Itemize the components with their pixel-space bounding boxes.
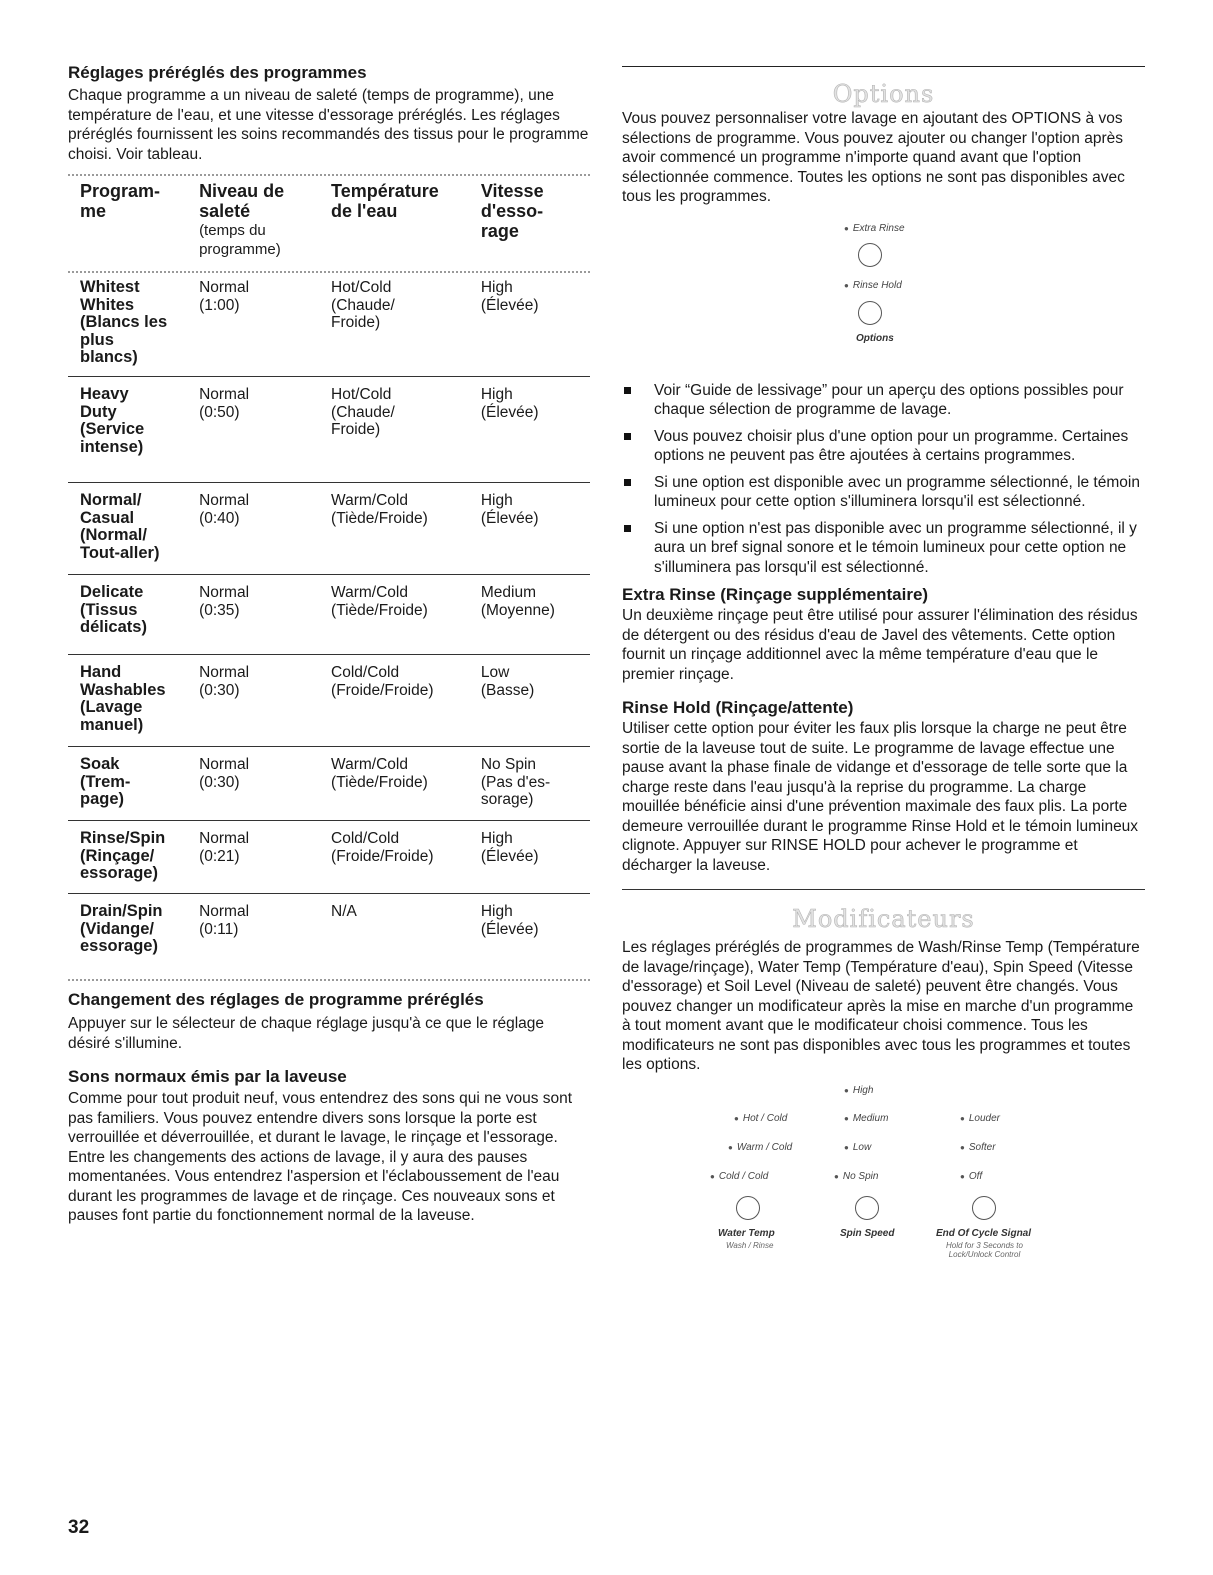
signal-softer-led: ● Softer (960, 1142, 996, 1153)
modifiers-text: Les réglages préréglés de programmes de Wash/Rinse Temp (Température de lavage/rinçage), Water Temp (Température d'eau), Spin Speed (Vitesse d'essorage) et Soil Level (Niveau de saleté) peuvent être changés. Vous pouvez changer un modificateur après la mise en marche d'un programme à tout moment avant que le modificateur choisi commence. Tous les modificateurs ne sont pas disponibles avec tous les programmes et toutes les options. (622, 939, 1140, 1073)
table-header (68, 176, 590, 259)
rinse-hold-led: ● Rinse Hold (844, 280, 902, 291)
options-bullets (622, 381, 1145, 578)
table-cell-soil: Normal (0:50) (199, 386, 250, 421)
table-cell-temp: Cold/Cold (Froide/Froide) (331, 664, 434, 699)
end-of-cycle-signal-label: End Of Cycle Signal (936, 1227, 1032, 1239)
table-cell-temp: Warm/Cold (Tiède/Froide) (331, 492, 428, 527)
table-cell-temp: Hot/Cold (Chaude/ Froide) (331, 279, 395, 331)
table-cell-spin: High (Élevée) (480, 279, 539, 314)
bullet-item (622, 519, 1145, 578)
bullet-text: Voir “Guide de lessivage” pour un aperçu des options possibles pour chaque sélection de programme de lavage. (654, 381, 1124, 418)
bullet-square-icon (624, 387, 631, 394)
table-row (68, 894, 590, 973)
table-cell-program: Normal/ Casual (Normal/ Tout-aller) (80, 491, 160, 562)
table-cell-soil: Normal (0:35) (199, 584, 250, 619)
table-cell-program: Soak (Trem- page) (80, 755, 131, 808)
water-temp-sublabel: Wash / Rinse (726, 1240, 774, 1250)
table-cell-temp: Hot/Cold (Chaude/ Froide) (331, 386, 395, 438)
water-temp-button[interactable] (736, 1196, 760, 1220)
table-header-text: Température de l'eau (331, 181, 439, 221)
left-column (68, 62, 590, 1226)
presets-table (68, 176, 590, 981)
extra-rinse-button[interactable] (858, 243, 882, 267)
table-cell-program: Heavy Duty (Service intense) (80, 385, 145, 456)
sounds-text: Comme pour tout produit neuf, vous entendrez des sons qui ne vous sont pas familiers. Vous pouvez entendre divers sons lorsque la porte est verrouillée et déverrouillée, et durant le lavage, le rinçage et l'essorage. Entre les changements des actions de lavage, il y aura des pauses momentanées. Vous entendrez l'aspersion et l'éclaboussement de l'eau durant les programmes de lavage et de rinçage. Ces nouveaux sons et pauses font partie du fonctionnement normal de la laveuse. (68, 1090, 573, 1224)
table-cell-spin: Low (Basse) (480, 664, 535, 699)
table-row (68, 377, 590, 482)
table-cell-soil: Normal (0:30) (199, 664, 250, 699)
end-of-cycle-signal-button[interactable] (972, 1196, 996, 1220)
table-cell-temp: Cold/Cold (Froide/Froide) (331, 830, 434, 865)
modifiers-top-rule (622, 889, 1145, 890)
extra-rinse-title: Extra Rinse (Rinçage supplémentaire) (622, 585, 929, 604)
table-body (68, 273, 590, 973)
options-panel-figure (622, 223, 1145, 381)
table-row (68, 273, 590, 376)
table-cell-spin: High (Élevée) (480, 830, 539, 865)
spin-low-led: ● Low (844, 1142, 871, 1153)
right-column (622, 62, 1145, 1270)
bullet-text: Si une option n'est pas disponible avec un programme sélectionné, il y aura un bref signal sonore et le témoin lumineux pour cette option ne s'illuminera pas lorsqu'il est sélectionné. (654, 519, 1137, 576)
signal-louder-led: ● Louder (960, 1113, 1000, 1124)
table-header-cell (199, 181, 331, 259)
bullet-text: Vous pouvez choisir plus d'une option pour un programme. Certaines options ne peuvent pas être ajoutées à certains programmes. (654, 427, 1129, 464)
bullet-item (622, 473, 1145, 512)
table-header-subtext: (temps du programme) (199, 222, 281, 258)
change-title: Changement des réglages de programme préréglés (68, 990, 484, 1009)
spin-speed-button[interactable] (855, 1196, 879, 1220)
options-text: Vous pouvez personnaliser votre lavage en ajoutant des OPTIONS à vos sélections de programme. Vous pouvez ajouter ou changer l'option après avoir commencé un programme n'importe quand avant que l'option sélectionnée commence. Toutes les options ne sont pas disponibles avec tous les programmes. (622, 110, 1125, 205)
table-header-text: Niveau de saleté (199, 181, 285, 221)
extra-rinse-text: Un deuxième rinçage peut être utilisé pour assurer l'élimination des résidus de détergent ou des résidus d'eau de Javel des vêtements. Cette option fournit un rinçage additionnel avec la même température d'eau que le premier rinçage. (622, 607, 1138, 683)
bullet-square-icon (624, 433, 631, 440)
table-row (68, 655, 590, 746)
table-cell-spin: High (Élevée) (480, 492, 539, 527)
bullet-item (622, 381, 1145, 420)
table-header-text: Program- me (80, 181, 161, 221)
bullet-text: Si une option est disponible avec un programme sélectionné, le témoin lumineux pour cette option s'illuminera lorsqu'il est sélectionné. (654, 473, 1140, 510)
table-cell-program: Hand Washables (Lavage manuel) (80, 663, 166, 734)
table-cell-program: Whitest Whites (Blancs les plus blancs) (80, 278, 168, 366)
table-cell-soil: Normal (0:21) (199, 830, 250, 865)
water-cold-cold-led: ● Cold / Cold (710, 1171, 768, 1182)
table-cell-spin: High (Élevée) (480, 386, 539, 421)
table-cell-program: Delicate (Tissus délicats) (80, 583, 147, 636)
rinse-hold-button[interactable] (858, 301, 882, 325)
table-cell-temp: Warm/Cold (Tiède/Froide) (331, 584, 428, 619)
end-of-cycle-signal-sublabel: Hold for 3 Seconds to Lock/Unlock Control (946, 1240, 1023, 1259)
water-hot-cold-led: ● Hot / Cold (734, 1113, 787, 1124)
table-row (68, 575, 590, 654)
table-cell-spin: Medium (Moyenne) (480, 584, 555, 619)
water-temp-label: Water Temp (718, 1227, 775, 1239)
spin-speed-label: Spin Speed (840, 1227, 895, 1239)
spin-no-spin-led: ● No Spin (834, 1171, 878, 1182)
table-cell-temp: Warm/Cold (Tiède/Froide) (331, 756, 428, 791)
signal-off-led: ● Off (960, 1171, 982, 1182)
table-header-cell (331, 181, 481, 259)
options-heading: Options (832, 80, 935, 108)
table-cell-soil: Normal (0:11) (199, 903, 250, 938)
water-warm-cold-led: ● Warm / Cold (728, 1142, 792, 1153)
bullet-square-icon (624, 525, 631, 532)
modifiers-heading: Modificateurs (792, 905, 975, 933)
presets-text: Chaque programme a un niveau de saleté (temps de programme), une température de l'eau, et une vitesse d'essorage préréglés. Les réglages préréglés fournissent les soins recommandés des tissus pour le programme choisi. Voir tableau. (68, 87, 589, 163)
options-top-rule (622, 66, 1145, 67)
page-number: 32 (68, 1517, 90, 1538)
table-cell-soil: Normal (1:00) (199, 279, 250, 314)
table-header-cell (80, 181, 199, 259)
table-header-cell (481, 181, 590, 259)
table-header-text: Vitesse d'esso- rage (480, 181, 544, 241)
change-text: Appuyer sur le sélecteur de chaque réglage jusqu'à ce que le réglage désiré s'illumine. (68, 1015, 545, 1052)
table-row (68, 483, 590, 574)
bullet-square-icon (624, 479, 631, 486)
sounds-title: Sons normaux émis par la laveuse (68, 1067, 347, 1086)
spin-high-led: ● High (844, 1085, 873, 1096)
table-row (68, 821, 590, 893)
table-row (68, 747, 590, 820)
rinse-hold-title: Rinse Hold (Rinçage/attente) (622, 698, 854, 717)
rinse-hold-text: Utiliser cette option pour éviter les faux plis lorsque la charge ne peut être sortie de la laveuse tout de suite. Le programme de lavage effectue une pause avant la phase finale de vidange et d'essorage de telle sorte que la charge reste dans l'eau jusqu'à la reprise du programme. La charge mouillée bénéficie ainsi d'une prévention maximale des faux plis. La porte demeure verrouillée durant le programme Rinse Hold et le témoin lumineux clignote. Appuyer sur RINSE HOLD pour achever le programme et décharger la laveuse. (622, 720, 1139, 874)
table-bottom-divider (68, 979, 590, 981)
table-cell-spin: No Spin (Pas d'es- sorage) (480, 756, 551, 808)
modifiers-panel-figure (622, 1085, 1145, 1270)
presets-title: Réglages préréglés des programmes (68, 63, 367, 82)
options-label: Options (856, 332, 894, 344)
table-cell-program: Rinse/Spin (Rinçage/ essorage) (80, 829, 166, 882)
bullet-item (622, 427, 1145, 466)
table-cell-spin: High (Élevée) (480, 903, 539, 938)
spin-medium-led: ● Medium (844, 1113, 888, 1124)
table-cell-soil: Normal (0:40) (199, 492, 250, 527)
table-cell-program: Drain/Spin (Vidange/ essorage) (80, 902, 163, 955)
table-cell-temp: N/A (331, 903, 357, 920)
extra-rinse-led: ● Extra Rinse (844, 223, 905, 234)
table-cell-soil: Normal (0:30) (199, 756, 250, 791)
